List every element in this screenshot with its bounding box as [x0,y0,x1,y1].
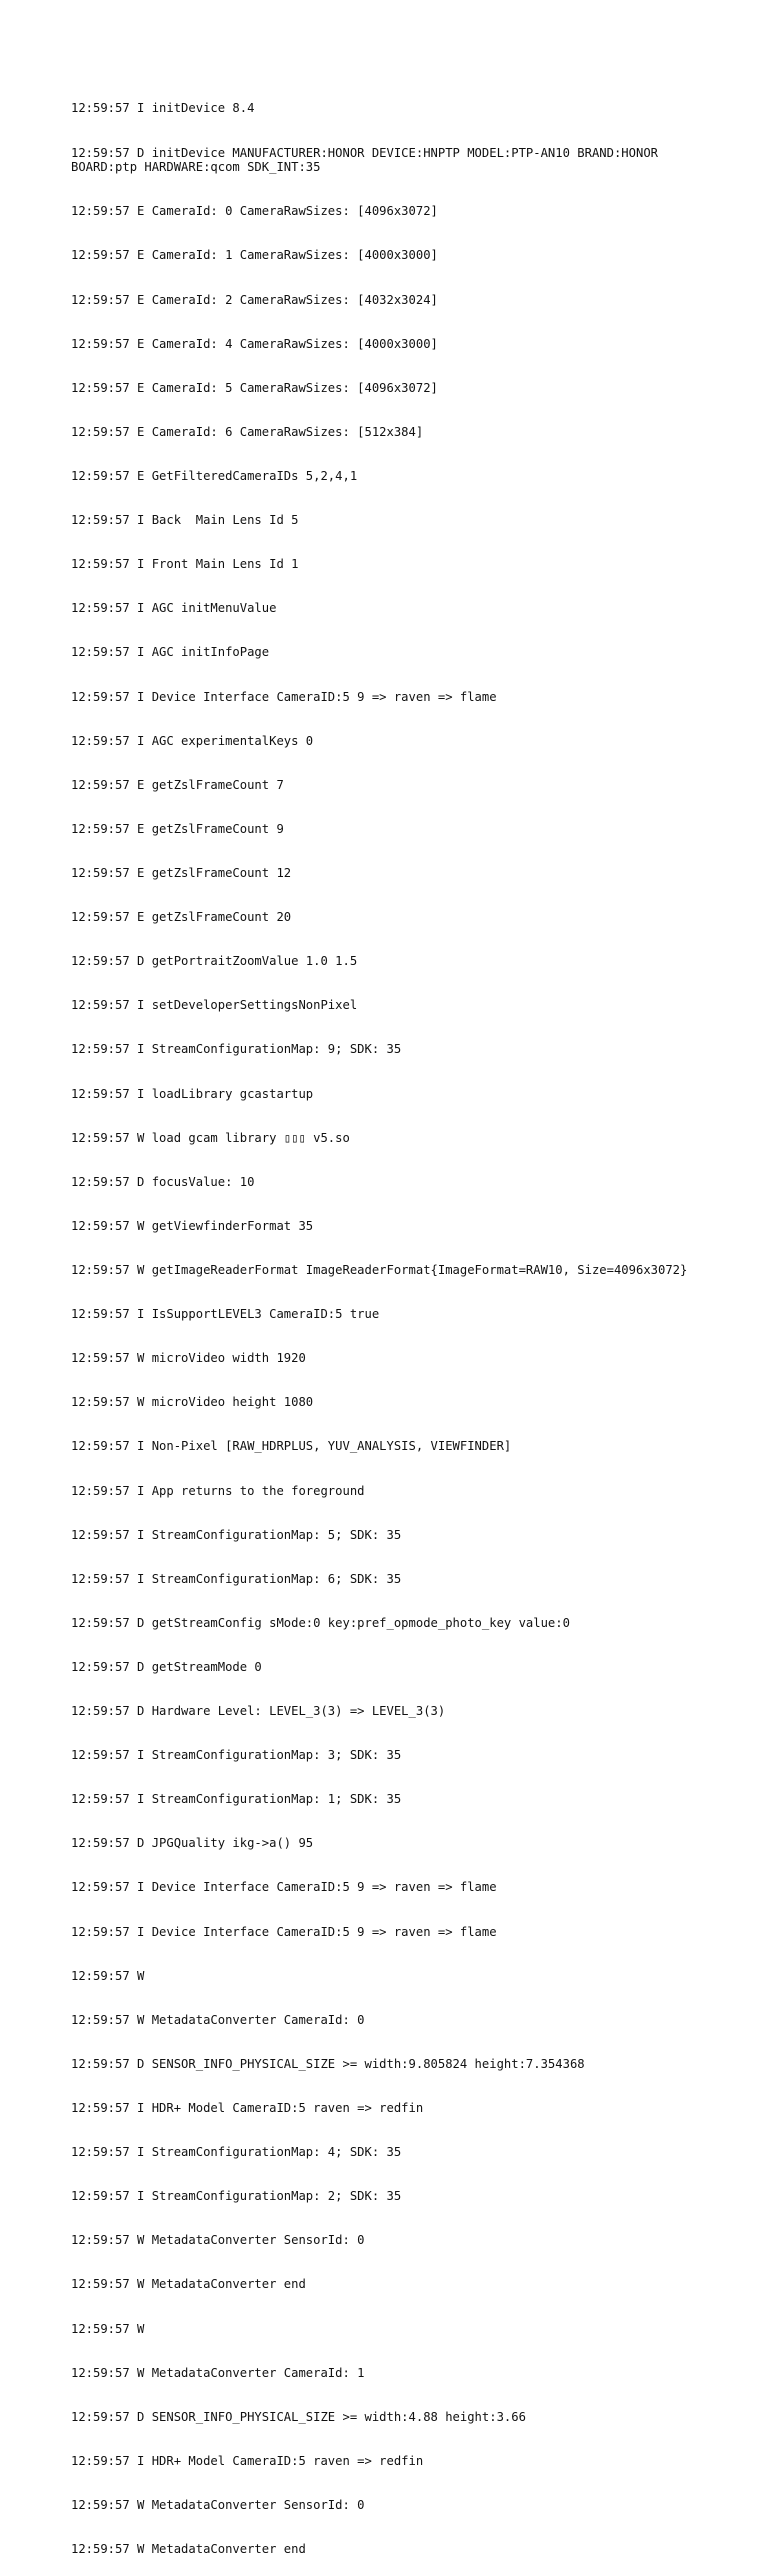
log-line: 12:59:57 I Device Interface CameraID:5 9 => raven => flame [71,689,497,704]
log-line: 12:59:57 I StreamConfigurationMap: 4; SDK: 35 [71,2145,402,2160]
log-line: 12:59:57 I Front Main Lens Id 1 [71,557,299,572]
log-line: 12:59:57 W MetadataConverter SensorId: 0 [71,2498,365,2513]
log-line: 12:59:57 E CameraId: 1 CameraRawSizes: [4000x3000] [71,248,438,263]
log-line: 12:59:57 D getPortraitZoomValue 1.0 1.5 [71,954,358,969]
log-line: 12:59:57 I HDR+ Model CameraID:5 raven => redfin [71,2453,424,2468]
log-line: 12:59:57 W microVideo width 1920 [71,1351,306,1366]
log-line: 12:59:57 W MetadataConverter end [71,2542,306,2557]
log-line: 12:59:57 E getZslFrameCount 12 [71,865,292,880]
log-line: 12:59:57 I StreamConfigurationMap: 5; SDK: 35 [71,1527,402,1542]
log-line: 12:59:57 I StreamConfigurationMap: 6; SDK: 35 [71,1571,402,1586]
log-line: 12:59:57 I StreamConfigurationMap: 3; SDK: 35 [71,1748,402,1763]
log-line: 12:59:57 I Back Main Lens Id 5 [71,513,299,528]
log-line: 12:59:57 D SENSOR_INFO_PHYSICAL_SIZE >= width:9.805824 height:7.354368 [71,2056,585,2071]
log-line: 12:59:57 E CameraId: 4 CameraRawSizes: [4000x3000] [71,336,438,351]
log-line: 12:59:57 D Hardware Level: LEVEL_3(3) => LEVEL_3(3) [71,1704,446,1719]
log-line: 12:59:57 I HDR+ Model CameraID:5 raven => redfin [71,2101,424,2116]
log-line: 12:59:57 W load gcam library ▯▯▯ v5.so [71,1130,350,1145]
log-line: 12:59:57 I StreamConfigurationMap: 2; SDK: 35 [71,2189,402,2204]
log-line: 12:59:57 E CameraId: 0 CameraRawSizes: [4096x3072] [71,204,438,219]
log-line: 12:59:57 I StreamConfigurationMap: 1; SDK: 35 [71,1792,402,1807]
log-line: 12:59:57 W MetadataConverter end [71,2277,306,2292]
log-line: 12:59:57 I Non-Pixel [RAW_HDRPLUS, YUV_ANALYSIS, VIEWFINDER] [71,1439,512,1454]
log-line: 12:59:57 I AGC initMenuValue [71,601,277,616]
log-line: 12:59:57 D getStreamMode 0 [71,1659,262,1674]
log-line: 12:59:57 E getZslFrameCount 9 [71,821,284,836]
log-line: 12:59:57 I loadLibrary gcastartup [71,1086,314,1101]
log-line: 12:59:57 W [71,2321,145,2336]
log-line: 12:59:57 W microVideo height 1080 [71,1395,314,1410]
log-line: 12:59:57 E GetFilteredCameraIDs 5,2,4,1 [71,468,358,483]
log-line: 12:59:57 E CameraId: 6 CameraRawSizes: [512x384] [71,424,424,439]
log-line: 12:59:57 D JPGQuality ikg->a() 95 [71,1836,314,1851]
log-line: 12:59:57 W MetadataConverter SensorId: 0 [71,2233,365,2248]
log-line: 12:59:57 I AGC initInfoPage [71,645,270,660]
log-line: 12:59:57 I setDeveloperSettingsNonPixel [71,998,358,1013]
log-output [71,72,731,2572]
log-line: 12:59:57 E CameraId: 5 CameraRawSizes: [4096x3072] [71,380,438,395]
log-line: 12:59:57 D focusValue: 10 [71,1174,255,1189]
log-line: 12:59:57 I App returns to the foreground [71,1483,365,1498]
log-line: 12:59:57 I Device Interface CameraID:5 9 => raven => flame [71,1924,497,1939]
log-line: 12:59:57 W MetadataConverter CameraId: 1 [71,2365,365,2380]
log-line: 12:59:57 W MetadataConverter CameraId: 0 [71,2012,365,2027]
log-line: 12:59:57 D SENSOR_INFO_PHYSICAL_SIZE >= width:4.88 height:3.66 [71,2409,526,2424]
log-line: 12:59:57 I IsSupportLEVEL3 CameraID:5 true [71,1307,380,1322]
log-line: 12:59:57 W [71,1968,145,1983]
log-line: 12:59:57 D getStreamConfig sMode:0 key:pref_opmode_photo_key value:0 [71,1615,570,1630]
log-line: 12:59:57 I Device Interface CameraID:5 9 => raven => flame [71,1880,497,1895]
log-line: 12:59:57 I StreamConfigurationMap: 9; SDK: 35 [71,1042,402,1057]
log-line: 12:59:57 D initDevice MANUFACTURER:HONOR DEVICE:HNPTP MODEL:PTP-AN10 BRAND:HONOR BOARD:ptp HARDWARE:qcom SDK_INT:35 [71,145,666,175]
log-line: 12:59:57 I initDevice 8.4 [71,101,255,116]
log-line: 12:59:57 I AGC experimentalKeys 0 [71,733,314,748]
log-line: 12:59:57 E getZslFrameCount 20 [71,910,292,925]
log-line: 12:59:57 W getViewfinderFormat 35 [71,1218,314,1233]
log-line: 12:59:57 E CameraId: 2 CameraRawSizes: [4032x3024] [71,292,438,307]
log-line: 12:59:57 W getImageReaderFormat ImageReaderFormat{ImageFormat=RAW10, Size=4096x3072} [71,1262,688,1277]
log-line: 12:59:57 E getZslFrameCount 7 [71,777,284,792]
